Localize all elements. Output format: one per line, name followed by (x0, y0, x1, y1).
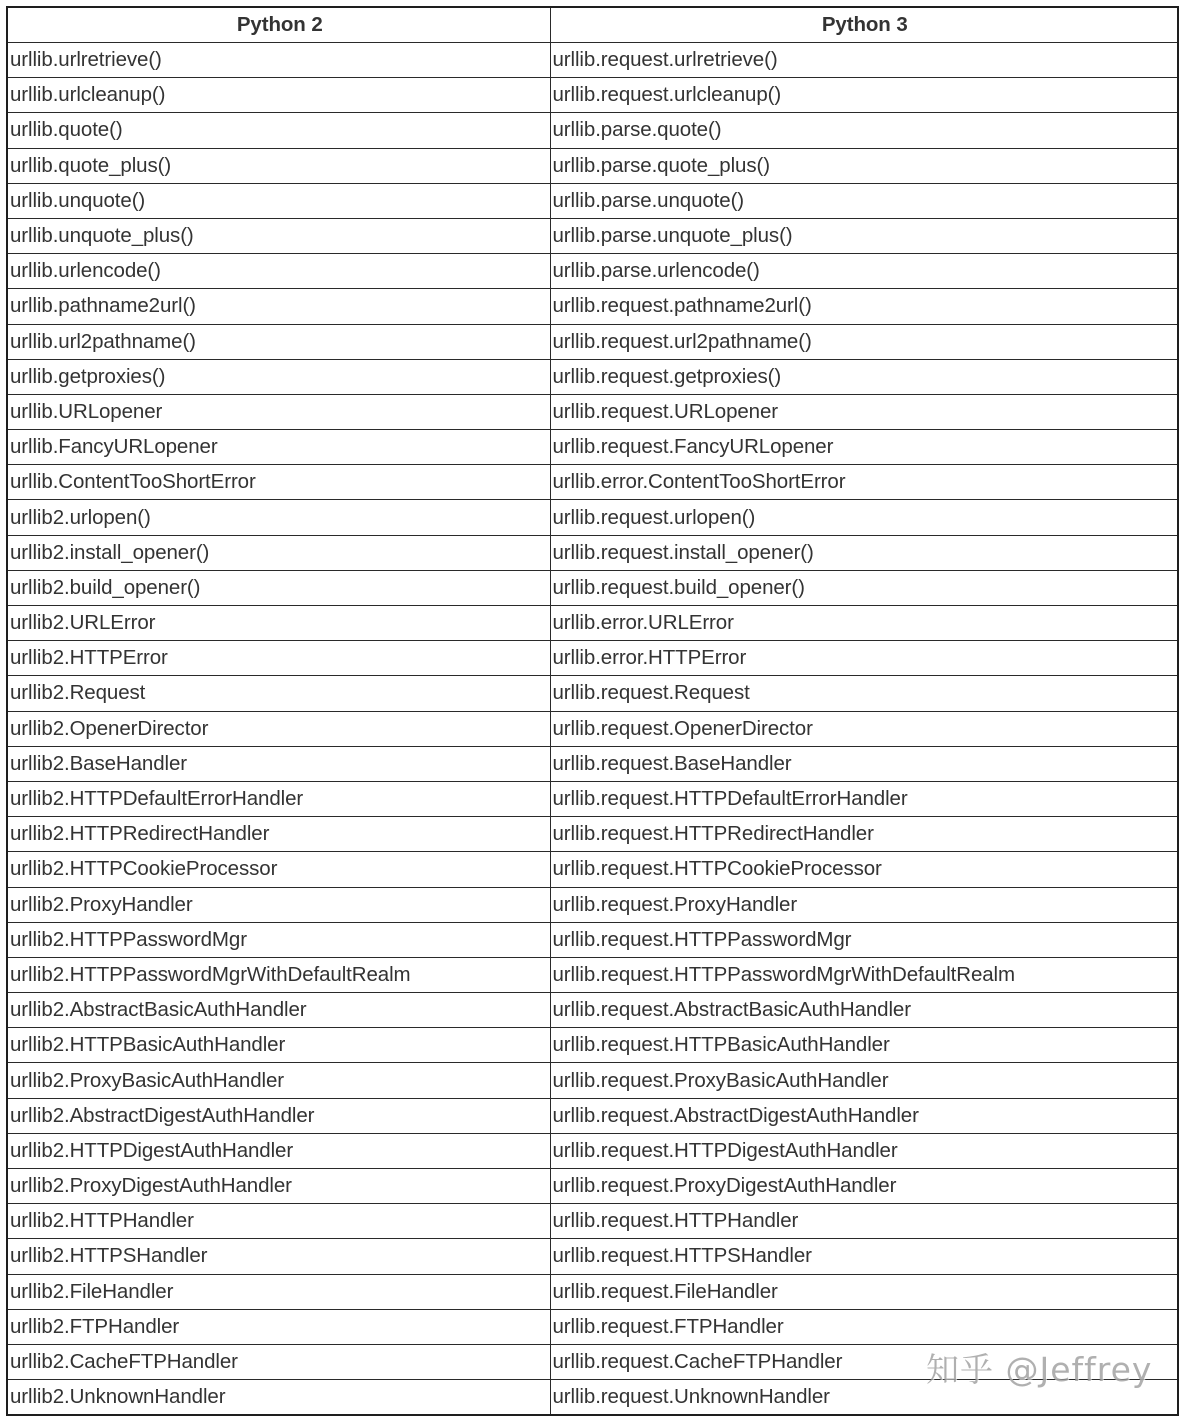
column-header-python2: Python 2 (7, 7, 550, 43)
table-row (7, 43, 1178, 78)
table-row (7, 1169, 1178, 1204)
python2-cell: urllib2.HTTPDigestAuthHandler (7, 1133, 550, 1168)
table-row (7, 887, 1178, 922)
python3-cell: urllib.request.build_opener() (550, 570, 1178, 605)
python3-cell: urllib.request.url2pathname() (550, 324, 1178, 359)
table-row (7, 500, 1178, 535)
python2-cell: urllib.ContentTooShortError (7, 465, 550, 500)
python3-cell: urllib.request.HTTPSHandler (550, 1239, 1178, 1274)
table-row (7, 254, 1178, 289)
python3-cell: urllib.request.ProxyBasicAuthHandler (550, 1063, 1178, 1098)
table-row (7, 852, 1178, 887)
table-row (7, 1028, 1178, 1063)
watermark: 知乎 @Jeffrey (926, 1350, 1153, 1389)
python3-cell: urllib.request.HTTPCookieProcessor (550, 852, 1178, 887)
table-row (7, 570, 1178, 605)
table-body (7, 43, 1178, 1416)
python2-cell: urllib.unquote() (7, 183, 550, 218)
python2-cell: urllib2.HTTPRedirectHandler (7, 817, 550, 852)
python2-cell: urllib2.OpenerDirector (7, 711, 550, 746)
table-row (7, 1133, 1178, 1168)
table-row (7, 922, 1178, 957)
python2-cell: urllib2.FTPHandler (7, 1309, 550, 1344)
table-row (7, 465, 1178, 500)
table-container (6, 6, 1177, 1416)
table-row (7, 78, 1178, 113)
table-row (7, 1309, 1178, 1344)
python2-cell: urllib2.Request (7, 676, 550, 711)
python3-cell: urllib.request.urlopen() (550, 500, 1178, 535)
python2-cell: urllib.URLopener (7, 394, 550, 429)
python3-cell: urllib.request.HTTPBasicAuthHandler (550, 1028, 1178, 1063)
python3-cell: urllib.request.ProxyDigestAuthHandler (550, 1169, 1178, 1204)
table-row (7, 781, 1178, 816)
python2-cell: urllib2.ProxyDigestAuthHandler (7, 1169, 550, 1204)
table-row (7, 183, 1178, 218)
python2-cell: urllib2.URLError (7, 606, 550, 641)
table-row (7, 535, 1178, 570)
python2-cell: urllib2.CacheFTPHandler (7, 1344, 550, 1379)
table-row (7, 676, 1178, 711)
python3-cell: urllib.error.ContentTooShortError (550, 465, 1178, 500)
python3-cell: urllib.request.FancyURLopener (550, 430, 1178, 465)
table-row (7, 641, 1178, 676)
python3-cell: urllib.parse.unquote_plus() (550, 218, 1178, 253)
python2-cell: urllib2.HTTPSHandler (7, 1239, 550, 1274)
python3-cell: urllib.error.URLError (550, 606, 1178, 641)
python2-cell: urllib.urlencode() (7, 254, 550, 289)
python3-cell: urllib.request.ProxyHandler (550, 887, 1178, 922)
table-row (7, 1274, 1178, 1309)
python2-cell: urllib2.AbstractDigestAuthHandler (7, 1098, 550, 1133)
python2-cell: urllib2.BaseHandler (7, 746, 550, 781)
table-row (7, 817, 1178, 852)
python3-cell: urllib.request.BaseHandler (550, 746, 1178, 781)
python2-cell: urllib.urlcleanup() (7, 78, 550, 113)
python2-cell: urllib2.build_opener() (7, 570, 550, 605)
python3-cell: urllib.request.OpenerDirector (550, 711, 1178, 746)
table-row (7, 1239, 1178, 1274)
python3-cell: urllib.request.Request (550, 676, 1178, 711)
python2-cell: urllib2.urlopen() (7, 500, 550, 535)
python2-cell: urllib.pathname2url() (7, 289, 550, 324)
python3-cell: urllib.request.FTPHandler (550, 1309, 1178, 1344)
python3-cell: urllib.request.install_opener() (550, 535, 1178, 570)
python3-cell: urllib.request.HTTPHandler (550, 1204, 1178, 1239)
python3-cell: urllib.request.HTTPPasswordMgrWithDefaultRealm (550, 957, 1178, 992)
urllib-mapping-table (6, 6, 1179, 1416)
table-row (7, 289, 1178, 324)
python2-cell: urllib2.ProxyHandler (7, 887, 550, 922)
python2-cell: urllib2.install_opener() (7, 535, 550, 570)
python2-cell: urllib.quote_plus() (7, 148, 550, 183)
python3-cell: urllib.request.HTTPPasswordMgr (550, 922, 1178, 957)
python3-cell: urllib.parse.unquote() (550, 183, 1178, 218)
python3-cell: urllib.parse.urlencode() (550, 254, 1178, 289)
table-row (7, 993, 1178, 1028)
python2-cell: urllib2.UnknownHandler (7, 1380, 550, 1416)
python2-cell: urllib.getproxies() (7, 359, 550, 394)
table-row (7, 324, 1178, 359)
python2-cell: urllib2.HTTPPasswordMgr (7, 922, 550, 957)
python3-cell: urllib.request.HTTPDigestAuthHandler (550, 1133, 1178, 1168)
table-row (7, 113, 1178, 148)
python3-cell: urllib.parse.quote_plus() (550, 148, 1178, 183)
python2-cell: urllib.url2pathname() (7, 324, 550, 359)
python3-cell: urllib.request.HTTPDefaultErrorHandler (550, 781, 1178, 816)
python2-cell: urllib2.AbstractBasicAuthHandler (7, 993, 550, 1028)
column-header-python3: Python 3 (550, 7, 1178, 43)
python3-cell: urllib.request.FileHandler (550, 1274, 1178, 1309)
python2-cell: urllib2.FileHandler (7, 1274, 550, 1309)
table-row (7, 1344, 1178, 1379)
table-row (7, 1204, 1178, 1239)
python3-cell: urllib.request.UnknownHandler (550, 1380, 1178, 1416)
python2-cell: urllib2.HTTPHandler (7, 1204, 550, 1239)
python2-cell: urllib2.HTTPCookieProcessor (7, 852, 550, 887)
python2-cell: urllib.FancyURLopener (7, 430, 550, 465)
python2-cell: urllib2.HTTPDefaultErrorHandler (7, 781, 550, 816)
table-row (7, 957, 1178, 992)
python3-cell: urllib.request.pathname2url() (550, 289, 1178, 324)
python3-cell: urllib.request.AbstractBasicAuthHandler (550, 993, 1178, 1028)
python3-cell: urllib.request.HTTPRedirectHandler (550, 817, 1178, 852)
python2-cell: urllib.quote() (7, 113, 550, 148)
python3-cell: urllib.request.URLopener (550, 394, 1178, 429)
table-row (7, 1380, 1178, 1416)
table-row (7, 359, 1178, 394)
python3-cell: urllib.request.CacheFTPHandler (550, 1344, 1178, 1379)
table-row (7, 430, 1178, 465)
table-row (7, 746, 1178, 781)
table-row (7, 148, 1178, 183)
table-row (7, 711, 1178, 746)
python2-cell: urllib2.HTTPBasicAuthHandler (7, 1028, 550, 1063)
table-row (7, 394, 1178, 429)
table-row (7, 606, 1178, 641)
python3-cell: urllib.request.urlcleanup() (550, 78, 1178, 113)
python2-cell: urllib2.ProxyBasicAuthHandler (7, 1063, 550, 1098)
python2-cell: urllib2.HTTPPasswordMgrWithDefaultRealm (7, 957, 550, 992)
table-row (7, 218, 1178, 253)
python3-cell: urllib.request.urlretrieve() (550, 43, 1178, 78)
python3-cell: urllib.parse.quote() (550, 113, 1178, 148)
python3-cell: urllib.request.getproxies() (550, 359, 1178, 394)
table-row (7, 1063, 1178, 1098)
python2-cell: urllib.urlretrieve() (7, 43, 550, 78)
python2-cell: urllib.unquote_plus() (7, 218, 550, 253)
header-row (7, 7, 1178, 43)
python2-cell: urllib2.HTTPError (7, 641, 550, 676)
python3-cell: urllib.error.HTTPError (550, 641, 1178, 676)
table-row (7, 1098, 1178, 1133)
python3-cell: urllib.request.AbstractDigestAuthHandler (550, 1098, 1178, 1133)
